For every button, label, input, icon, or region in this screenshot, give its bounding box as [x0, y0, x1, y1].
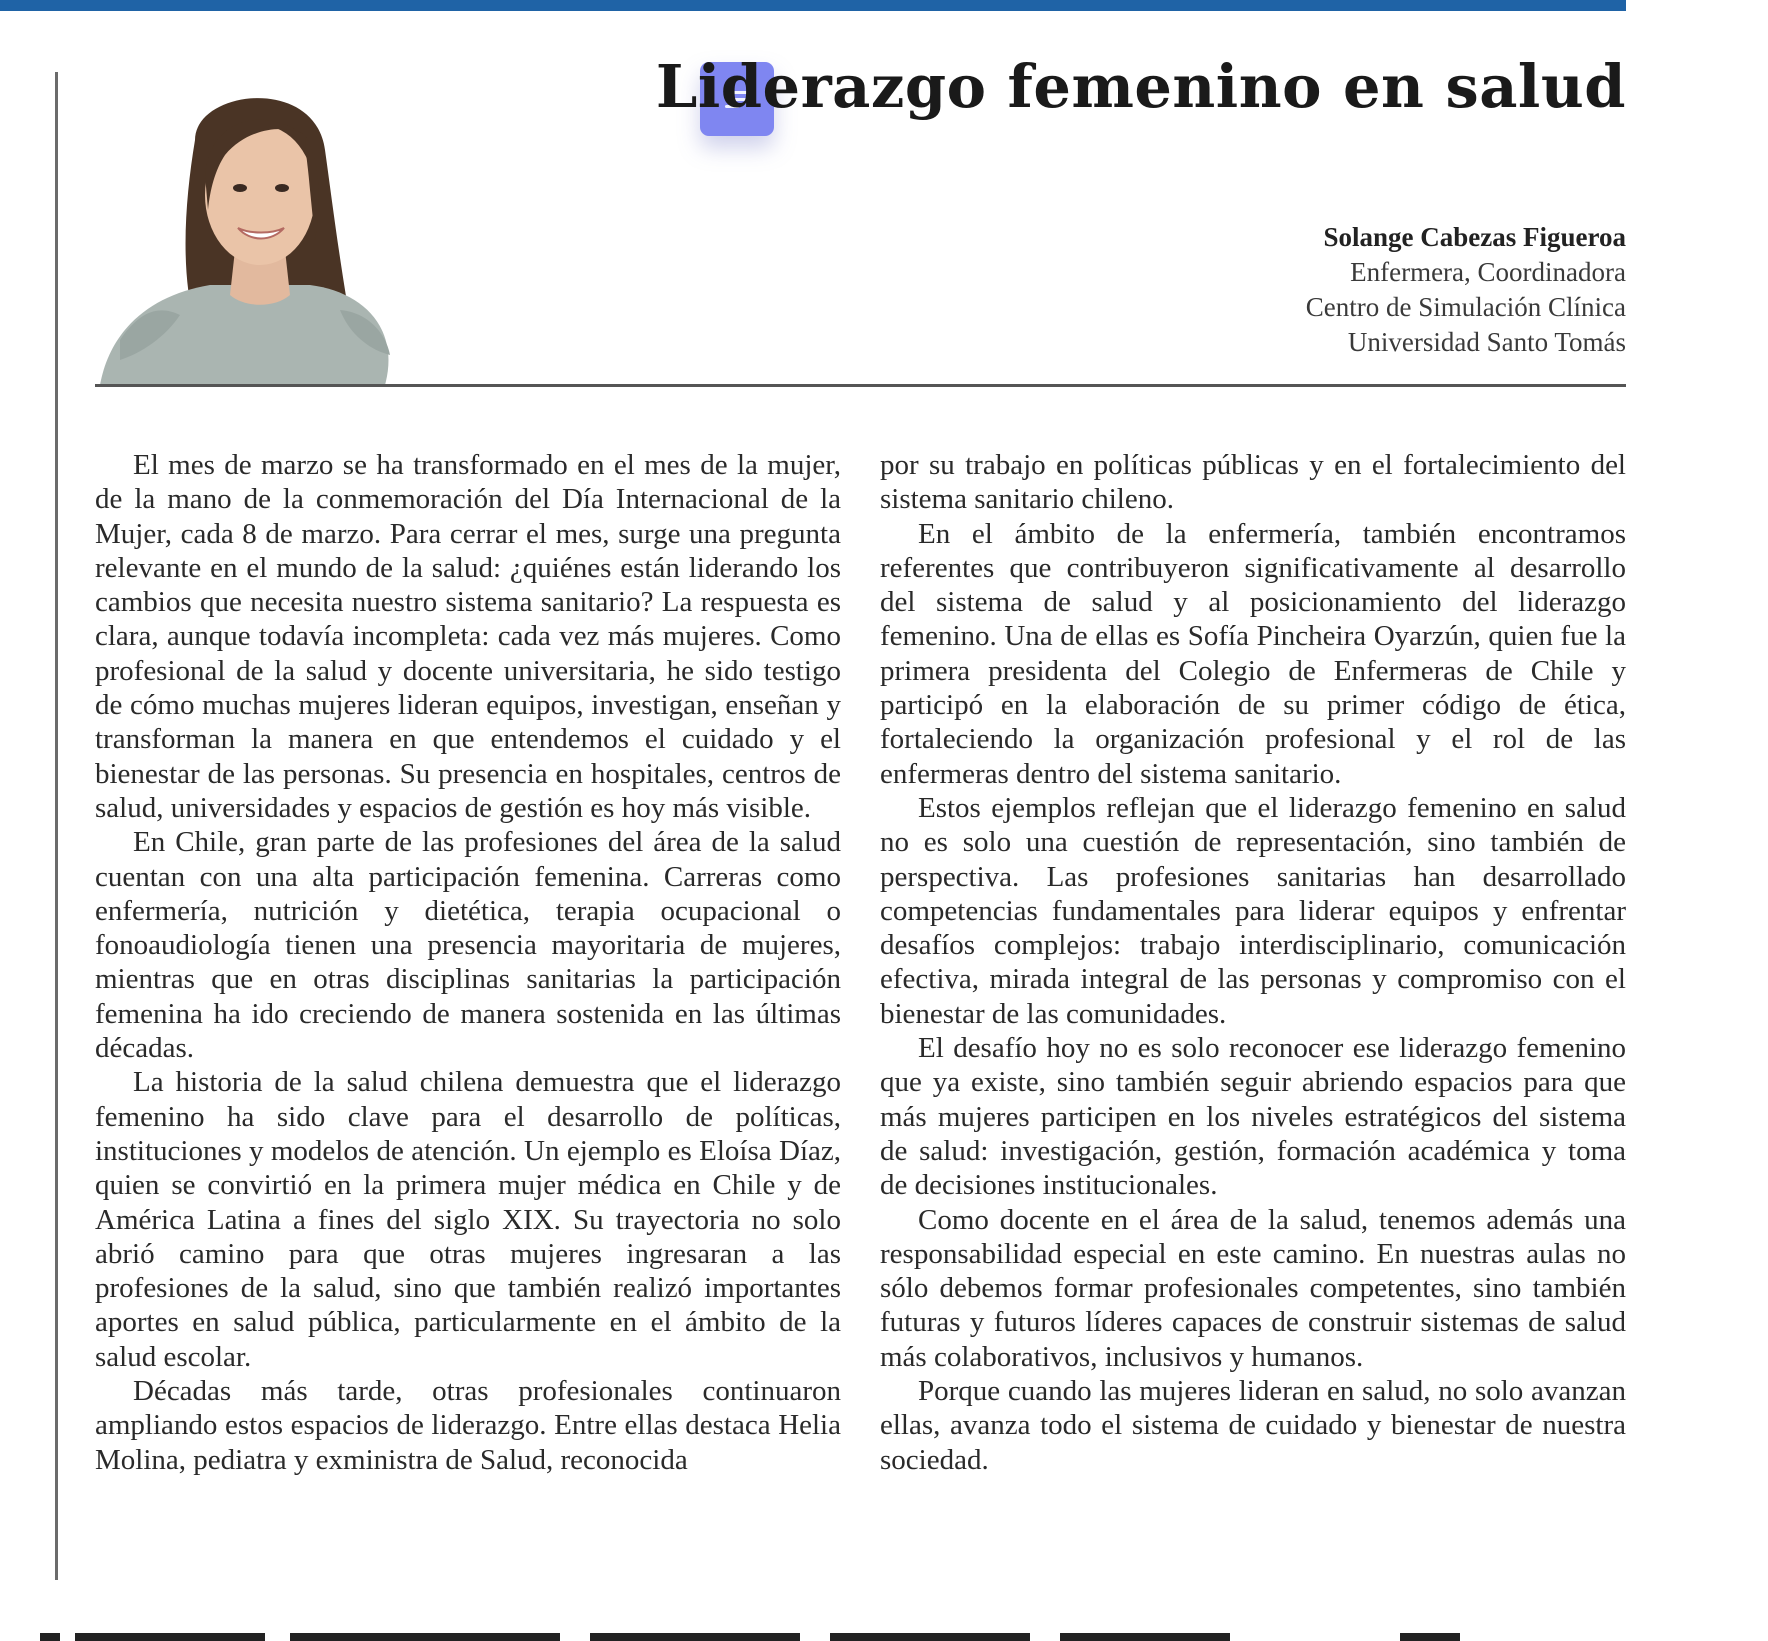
article-title: Liderazgo femenino en salud [655, 52, 1626, 121]
author-role: Enfermera, Coordinadora [1350, 257, 1626, 287]
header-divider [95, 384, 1626, 387]
author-byline [1306, 220, 1626, 360]
paragraph: En el ámbito de la enfermería, también encontramos referentes que contribuyeron significativamente al desarrollo del sistema de salud y al posicionamiento del liderazgo femenino. Una de ellas es Sofía Pincheira Oyarzún, quien fue la primera presidenta del Colegio de Enfermeras de Chile y participó en la elaboración de su primer código de ética, fortaleciendo la organización profesional y el rol de las enfermeras dentro del sistema sanitario. [880, 517, 1626, 790]
paragraph: El desafío hoy no es solo reconocer ese liderazgo femenino que ya existe, sino también seguir abriendo espacios para que más mujeres participen en los niveles estratégicos del sistema de salud: investigación, gestión, formación académica y toma de decisiones institucionales. [880, 1032, 1626, 1202]
paragraph: En Chile, gran parte de las profesiones del área de la salud cuentan con una alta participación femenina. Carreras como enfermería, nutrición y dietética, terapia ocupacional o fonoaudiología tienen una presencia mayoritaria de mujeres, mientras que en otras disciplinas sanitarias la participación femenina ha ido creciendo de manera sostenida en las últimas décadas. [95, 826, 841, 1065]
author-photo [100, 80, 430, 385]
paragraph: Porque cuando las mujeres lideran en salud, no solo avanzan ellas, avanza todo el sistema de cuidado y bienestar de nuestra sociedad. [880, 1375, 1626, 1476]
paragraph: El mes de marzo se ha transformado en el mes de la mujer, de la mano de la conmemoración del Día Internacional de la Mujer, cada 8 de marzo. Para cerrar el mes, surge una pregunta relevante en el mundo de la salud: ¿quiénes están liderando los cambios que necesita nuestro sistema sanitario? La respuesta es clara, aunque todavía incompleta: cada vez más mujeres. Como profesional de la salud y docente universitaria, he sido testigo de cómo muchas mujeres lideran equipos, investigan, enseñan y transforman la manera en que entendemos el cuidado y el bienestar de las personas. Su presencia en hospitales, centros de salud, universidades y espacios de gestión es hoy más visible. [95, 449, 841, 824]
paragraph: Décadas más tarde, otras profesionales continuaron ampliando estos espacios de liderazgo. Entre ellas destaca Helia Molina, pediatra y exministra de Salud, reconocida [95, 1375, 841, 1476]
paragraph: Estos ejemplos reflejan que el liderazgo femenino en salud no es solo una cuestión de representación, sino también de perspectiva. Las profesiones sanitarias han desarrollado competencias fundamentales para liderar equipos y enfrentar desafíos complejos: trabajo interdisciplinario, comunicación efectiva, mirada integral de las personas y compromiso con el bienestar de las comunidades. [880, 791, 1626, 1030]
left-column-rule [55, 72, 58, 1580]
paragraph: por su trabajo en políticas públicas y en el fortalecimiento del sistema sanitario chileno. [880, 449, 1626, 516]
article-column-right [880, 448, 1626, 1477]
cropped-next-headline [0, 1625, 1768, 1641]
author-institution: Universidad Santo Tomás [1347, 327, 1626, 357]
paragraph: Como docente en el área de la salud, tenemos además una responsabilidad especial en este camino. En nuestras aulas no sólo debemos formar profesionales competentes, sino también futuras y futuros líderes capaces de construir sistemas de salud más colaborativos, inclusivos y humanos. [880, 1203, 1626, 1373]
author-name: Solange Cabezas Figueroa [1323, 222, 1626, 252]
paragraph: La historia de la salud chilena demuestra que el liderazgo femenino ha sido clave para el desarrollo de políticas, instituciones y modelos de atención. Un ejemplo es Eloísa Díaz, quien se convirtió en la primera mujer médica en Chile y de América Latina a fines del siglo XIX. Su trayectoria no solo abrió camino para que otras mujeres ingresaran a las profesiones de la salud, sino que también realizó importantes aportes en salud pública, particularmente en el ámbito de la salud escolar. [95, 1066, 841, 1373]
top-accent-bar [0, 0, 1626, 11]
article-column-left [95, 448, 841, 1477]
author-department: Centro de Simulación Clínica [1305, 292, 1626, 322]
